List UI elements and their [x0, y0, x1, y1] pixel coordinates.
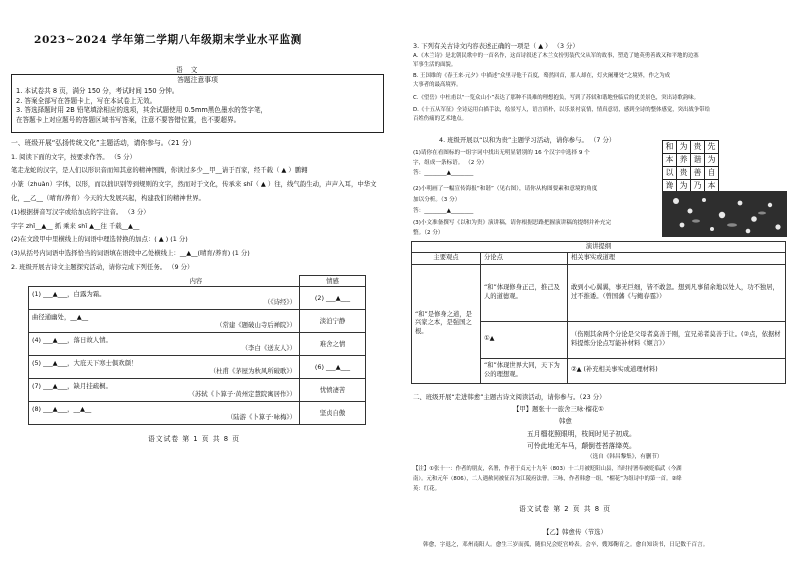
grid-cell: 本 — [705, 180, 719, 193]
table-row — [29, 356, 366, 379]
answer-line: 答：________▲________ — [413, 208, 474, 214]
question-1: 1. 阅读下面的文字，按要求作答。 （5 分） — [11, 153, 136, 161]
grid-cell: 谐 — [691, 154, 705, 167]
poem-source: （李白《送友人》） — [241, 344, 296, 353]
question-4a: (1)请你在看图标的一组字词中找出无明显错别的 16 个汉字中选择 9 个 — [413, 150, 590, 156]
grid-cell: 为 — [705, 154, 719, 167]
poem-line: 五月榴花照眼明，枝间时见子初成。 — [527, 430, 636, 438]
notice-box — [11, 74, 384, 133]
grid-cell: 先 — [705, 141, 719, 154]
grid-cell: 谗 — [663, 180, 677, 193]
speech-outline-table — [411, 241, 786, 384]
table-row — [412, 253, 786, 264]
poem-line: (5) ___▲___，大庇天下寒士俱欢颜！ — [32, 359, 138, 367]
section1-heading: 一、班级开展“弘扬传统文化”主题活动，请你参与。（21 分） — [11, 139, 196, 147]
annotation-line: 南）。元和元年（806），二人遇赦同被征召为江陵府法曹。三咏，作者韩愈一组，“榴花”为组诗中的第一首。②绛 — [413, 476, 682, 482]
grid-cell: 乃 — [691, 180, 705, 193]
passage-line: 小篆（zhuàn）字体，以形，而以拙识别等到规则的文字，然而对于文化，传承来 shǐ（ ▲ ）往，线气韵生动，声声入耳，中华文 — [11, 180, 377, 188]
question-1b: (2)在文段甲中里横线上的词语中理选替换的加点：( ▲ ) (1 分) — [11, 235, 188, 243]
passage-line: 韩愈，字退之，邓州南阳人。愈生三岁而孤，随伯兄会贬官岭表。会卒，嫂郑鞠育之。愈自知读书，日记数千百言。 — [423, 542, 709, 548]
poem-cell — [29, 287, 300, 310]
question-4b: (2)小明画了一幅宣传海报“和谐”（见右图），请你从构图要素和意境的角度 — [413, 186, 598, 192]
emotion-cell: 淡泊宁静 — [300, 310, 366, 333]
emotion-cell: (6) ___▲___ — [300, 356, 366, 379]
answer-line: 答：________▲________ — [413, 170, 474, 176]
table-row — [412, 242, 786, 253]
outline-fact: 敢到小心翼翼，事无巨细，皆不敢忽。想到凡事留余地以处人，功不独居，过不推诿。（曾国藩《与鲍春霆》） — [568, 264, 786, 321]
page-footer-left: 语文试卷 第 1 页 共 8 页 — [148, 435, 240, 443]
table-row — [29, 379, 366, 402]
page-footer-right: 语文试卷 第 2 页 共 8 页 — [519, 505, 611, 513]
option-line: 百姓伤痛的艺术地点。 — [413, 116, 467, 122]
poem-cell — [29, 356, 300, 379]
grid-cell: 善 — [691, 167, 705, 180]
notice-item: 1. 本试卷共 8 页，满分 150 分，考试时间 150 分钟。 — [16, 86, 179, 95]
notice-item: 2. 答案全部写在答题卡上，写在本试卷上无效。 — [16, 96, 157, 105]
poem-table-header-emotion: 情感 — [300, 276, 366, 287]
poem-cell — [29, 310, 300, 333]
grid-cell: 为 — [677, 180, 691, 193]
outline-main-point: “和”是修身之道，是兴家之本，是强国之根。 — [412, 264, 481, 383]
annotation-line: 【注】①张十一：作者的朋友，名署，作者于贞元十九年（803）十二月被贬阳山县，当时持署奉被贬临武（今湖 — [413, 466, 682, 472]
poem-source: （陆游《卜算子·咏梅》） — [226, 413, 296, 422]
subject-label: 语 文 — [176, 66, 201, 74]
grid-cell: 本 — [663, 154, 677, 167]
outline-fact: （伤刚其余两个分论是父母者莫善于刚，宜兄弟者莫善于让。(②点，依据材料提炼分论点写能补材料《姬言》） — [568, 321, 786, 358]
grid-cell: 养 — [677, 154, 691, 167]
grid-cell: 贵 — [691, 141, 705, 154]
passage-heading: 【乙】韩愈传（节选） — [543, 528, 607, 536]
poem-heading: 【甲】题张十一旅舍三咏·榴花① — [513, 405, 604, 413]
poem-source: （常建《题破山寺后禅院》） — [216, 321, 296, 330]
option-line: B. 王国维的《春王来·元夕》中描述“众里寻他千百度，蓦然回首，那人却在，灯火阑珊处”之境界，作之为成 — [413, 73, 671, 79]
poem-table — [28, 275, 366, 425]
pinyin-fill-line: 字字 zhǐ__▲__ 抓 乘来 shǐ ▲__往 千载__▲__ — [11, 222, 140, 230]
notice-item: 在答题卡上对应题号的答题区域书写答案，注意不要答错位置，也不要超界。 — [16, 116, 241, 125]
table-row — [663, 154, 719, 167]
outline-head: 主要观点 — [412, 253, 481, 264]
notice-heading: 答题注意事项 — [177, 76, 218, 84]
grid-cell: 自 — [705, 167, 719, 180]
poem-line: (7) ___▲___，缺月挂疏桐。 — [32, 382, 112, 390]
emotion-cell: (2) ___▲___ — [300, 287, 366, 310]
poem-line: (8) ___▲___，__▲__ — [32, 405, 92, 413]
table-row — [29, 287, 366, 310]
poem-line: 可怜此地无车马，颠倒苍苔落绛英。 — [527, 442, 636, 450]
option-line: 大事者的最高境界。 — [413, 82, 462, 88]
question-4: 4. 班级开展以“以和为贵”主题学习活动，请你参与。 （7 分） — [439, 136, 616, 144]
poem-cell — [29, 379, 300, 402]
table-row — [29, 333, 366, 356]
emotion-cell: 坚贞自傲 — [300, 402, 366, 425]
poster-flowers-graphic — [662, 191, 787, 237]
poem-line: 曲径通幽处，__▲__ — [32, 313, 89, 321]
poem-source: （选自《韩昌黎集》，有删节） — [587, 454, 663, 460]
poem-line: (4) ___▲___，落日故人情。 — [32, 336, 112, 344]
notice-item: 3. 答选择题时用 2B 铅笔填涂相应的选项，其余试题使用 0.5mm黑色墨水的签字笔， — [16, 106, 268, 115]
outline-sub-point: “和”体现世界大同，天下为公的理想观。 — [481, 358, 568, 383]
poster-image — [662, 191, 787, 237]
exam-title: 2023~2024 学年第二学期八年级期末学业水平监测 — [34, 34, 302, 46]
poem-table-blank — [29, 276, 93, 287]
question-1a: (1)根据拼音写汉字或给加点的字注音。 （3 分） — [11, 208, 150, 216]
grid-cell: 以 — [663, 167, 677, 180]
poem-source: （杜甫《茅屋为秋风所破歌》） — [209, 367, 296, 376]
option-line: C.《望岳》中杜甫以“一览众山小”表达了那种不畏难的理想抱负，写到了苏轼和谐地登临后的优美景色，突出诗歌韵味。 — [413, 95, 699, 101]
question-4c: 整。（2 分） — [413, 230, 444, 236]
grid-cell: 贵 — [677, 167, 691, 180]
table-row — [29, 310, 366, 333]
option-line: D.《十五从军征》全诗运用白描手法，绘景写人，语言质朴，以乐景衬哀情，情真意切，感到全诗的整体感觉，突出战争带给 — [413, 107, 710, 113]
poem-source: （《诗经》） — [264, 298, 296, 307]
outline-sub-point: ①▲ — [481, 321, 568, 358]
poem-cell — [29, 333, 300, 356]
outline-sub-point: “和”体现修身正己，推己及人的道德观。 — [481, 264, 568, 321]
outline-fact: ②▲ (补充相关事实或道理材料) — [568, 358, 786, 383]
grid-cell: 为 — [677, 141, 691, 154]
poem-source: （苏轼《卜算子·黄州定慧院寓居作》） — [188, 390, 296, 399]
option-line: A.《木兰诗》是北朝民歌中的一首名作，这首诗叙述了木兰女扮男装代父从军的故事，塑造了她英勇善战又和平地的边塞 — [413, 53, 699, 59]
question-2: 2. 班级开展古诗文主题探究活动，请你完成下列任务。 （9 分） — [11, 263, 194, 271]
outline-head: 分论点 — [481, 253, 568, 264]
poet-name: 韩愈 — [559, 417, 572, 425]
poem-table-header-content: 内容 — [189, 276, 203, 285]
character-grid — [662, 140, 719, 193]
emotion-cell: 忧愤凄苦 — [300, 379, 366, 402]
passage-line: 化，__乙__（晴育/养育）今天的大发展兴起，构建我们的精神世界。 — [11, 194, 205, 202]
question-3: 3. 下列有关古诗文内容表述正确的一项是（ ▲ ） （3 分） — [413, 42, 579, 50]
question-1c: (3)从括号内词语中选择恰当的词语填在语段中乙处横线上：__▲__(晴育/养育) (1 分) — [11, 249, 250, 257]
question-4a: 字，组成一条标语。 （2 分） — [413, 160, 488, 166]
grid-cell: 和 — [663, 141, 677, 154]
section2-heading: 二、班级开展“走进韩愈”主题古诗文阅读活动，请你参与。（23 分） — [413, 393, 606, 401]
outline-caption: 演讲提纲 — [412, 242, 786, 253]
poem-line: (1) ___▲___，白露为霜。 — [32, 290, 106, 298]
table-row — [29, 402, 366, 425]
poem-cell — [29, 402, 300, 425]
outline-head: 相关事实或道理 — [568, 253, 786, 264]
question-4c: (3)小文准备撰写《以和为贵》演讲稿，请你根据思路把握演讲稿的提纲并补充完 — [413, 220, 612, 226]
question-4b: 加以分析。（3 分） — [413, 197, 461, 203]
passage-line: 笔走龙蛇的汉字，是人们以形识音而知其意的精神图腾，你读过多少__甲__请于百家，经千载（ ▲ ）鹏翱 — [11, 166, 308, 174]
annotation-line: 英：红花。 — [413, 486, 440, 492]
option-line: 军事生活的面貌。 — [413, 62, 457, 68]
table-row — [663, 141, 719, 154]
table-row — [663, 167, 719, 180]
table-row — [412, 264, 786, 321]
emotion-cell: 难舍之情 — [300, 333, 366, 356]
